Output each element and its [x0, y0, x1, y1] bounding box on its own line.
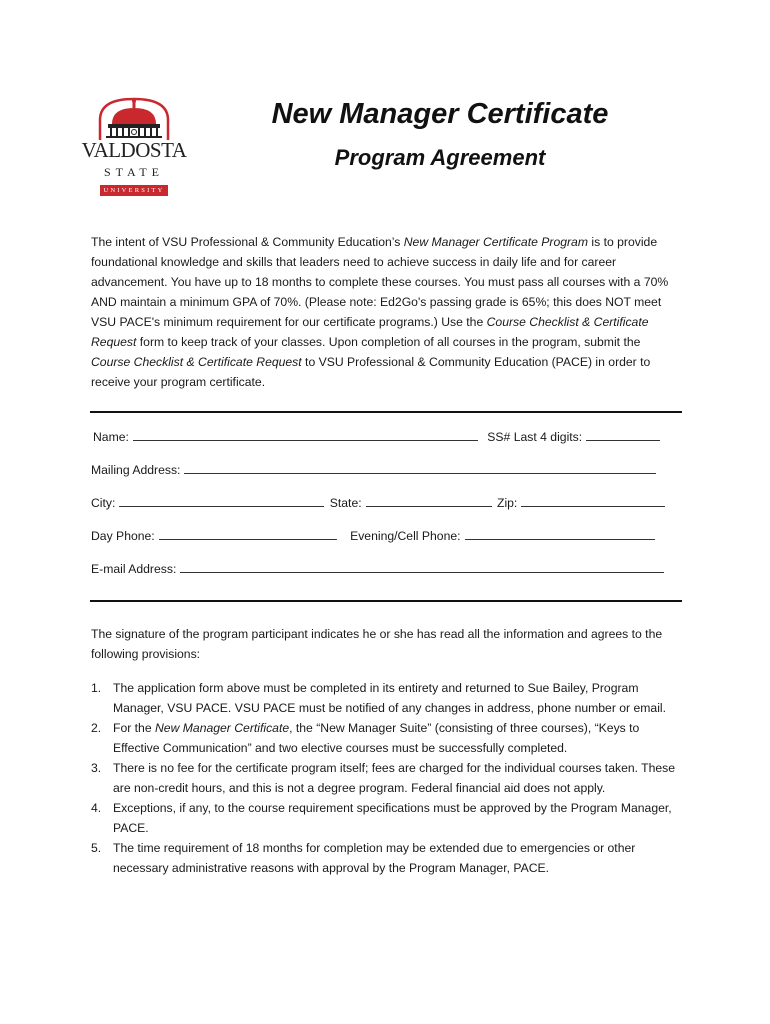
- list-item: [91, 678, 681, 718]
- intro-text-4: to VSU Professional & Community Education (PACE) in order to receive your program certificate.: [91, 355, 651, 389]
- page-subtitle: Program Agreement: [334, 145, 546, 170]
- evening-phone-label: Evening/Cell Phone:: [350, 529, 461, 543]
- intro-em-checklist: Course Checklist & Certificate Request: [91, 315, 649, 349]
- intro-em-checklist-2: Course Checklist & Certificate Request: [91, 355, 302, 369]
- intro-text-1: The intent of VSU Professional & Community Education’s: [91, 235, 404, 249]
- list-number: 3.: [91, 761, 102, 775]
- zip-field[interactable]: [521, 494, 665, 507]
- city-label: City:: [91, 496, 116, 510]
- day-phone-label: Day Phone:: [91, 529, 155, 543]
- email-label: E-mail Address:: [91, 562, 177, 576]
- list-number: 1.: [91, 681, 102, 695]
- name-label: Name:: [93, 430, 129, 444]
- mailing-row: [91, 461, 656, 477]
- page-title: New Manager Certificate: [271, 98, 609, 130]
- list-text: The time requirement of 18 months for completion may be extended due to emergencies or other necessary administrative reasons with approval by the Program Manager, PACE.: [113, 841, 636, 875]
- day-phone-field[interactable]: [159, 527, 337, 540]
- list-text: For the: [113, 721, 155, 735]
- email-field[interactable]: [180, 560, 664, 573]
- name-row: [93, 428, 660, 444]
- evening-phone-field[interactable]: [465, 527, 655, 540]
- rotunda-icon: [94, 96, 174, 140]
- list-number: 4.: [91, 801, 102, 815]
- zip-label: Zip:: [497, 496, 518, 510]
- divider-top: [90, 411, 682, 413]
- list-item: [91, 758, 681, 798]
- list-text: Exceptions, if any, to the course requirement specifications must be approved by the Program Manager, PACE.: [113, 801, 672, 835]
- list-number: 5.: [91, 841, 102, 855]
- list-text-em: New Manager Certificate: [155, 721, 290, 735]
- logo-wordmark: VALDOSTA: [81, 138, 187, 162]
- city-field[interactable]: [119, 494, 324, 507]
- list-text: , the “New Manager Suite” (consisting of three courses), “Keys to Effective Communication” and two elective courses must be successfully completed.: [113, 721, 640, 755]
- city-row: [91, 494, 665, 510]
- email-row: [91, 560, 664, 576]
- intro-em-program: New Manager Certificate Program: [403, 235, 588, 249]
- list-text: The application form above must be completed in its entirety and returned to Sue Bailey, Program Manager, VSU PACE. VSU PACE must be notified of any changes in address, phone number or email.: [113, 681, 667, 715]
- list-number: 2.: [91, 721, 102, 735]
- phone-row: [91, 527, 655, 543]
- intro-paragraph: [91, 232, 681, 392]
- ss-field[interactable]: [586, 428, 660, 441]
- provisions-list: [91, 678, 681, 878]
- intro-text-3: form to keep track of your classes. Upon completion of all courses in the program, submit the: [136, 335, 641, 349]
- list-text: There is no fee for the certificate program itself; fees are charged for the individual courses taken. These are non-credit hours, and this is not a degree program. Federal financial aid does not apply.: [113, 761, 676, 795]
- logo-university: UNIVERSITY: [100, 185, 168, 196]
- name-field[interactable]: [133, 428, 478, 441]
- ss-label: SS# Last 4 digits:: [487, 430, 583, 444]
- list-item: [91, 718, 681, 758]
- intro-text-2: is to provide foundational knowledge and skills that leaders need to achieve success in daily life and for career advancement. You have up to 18 months to complete these courses. You must pass all courses with a 70% AND maintain a minimum GPA of 70%. (Please note: Ed2Go's passing grade is 65%; this does NOT meet VSU PACE's minimum requirement for our certificate programs.) Use the: [91, 235, 669, 329]
- state-label: State:: [329, 496, 362, 510]
- list-item: [91, 798, 681, 838]
- signature-statement: The signature of the program participant indicates he or she has read all the information and agrees to the following provisions:: [91, 627, 663, 661]
- divider-bottom: [90, 600, 682, 602]
- logo-state: STATE: [103, 165, 165, 179]
- mailing-address-field[interactable]: [184, 461, 656, 474]
- state-field[interactable]: [366, 494, 492, 507]
- vsu-logo: [78, 96, 190, 204]
- list-item: [91, 838, 681, 878]
- mailing-label: Mailing Address:: [91, 463, 181, 477]
